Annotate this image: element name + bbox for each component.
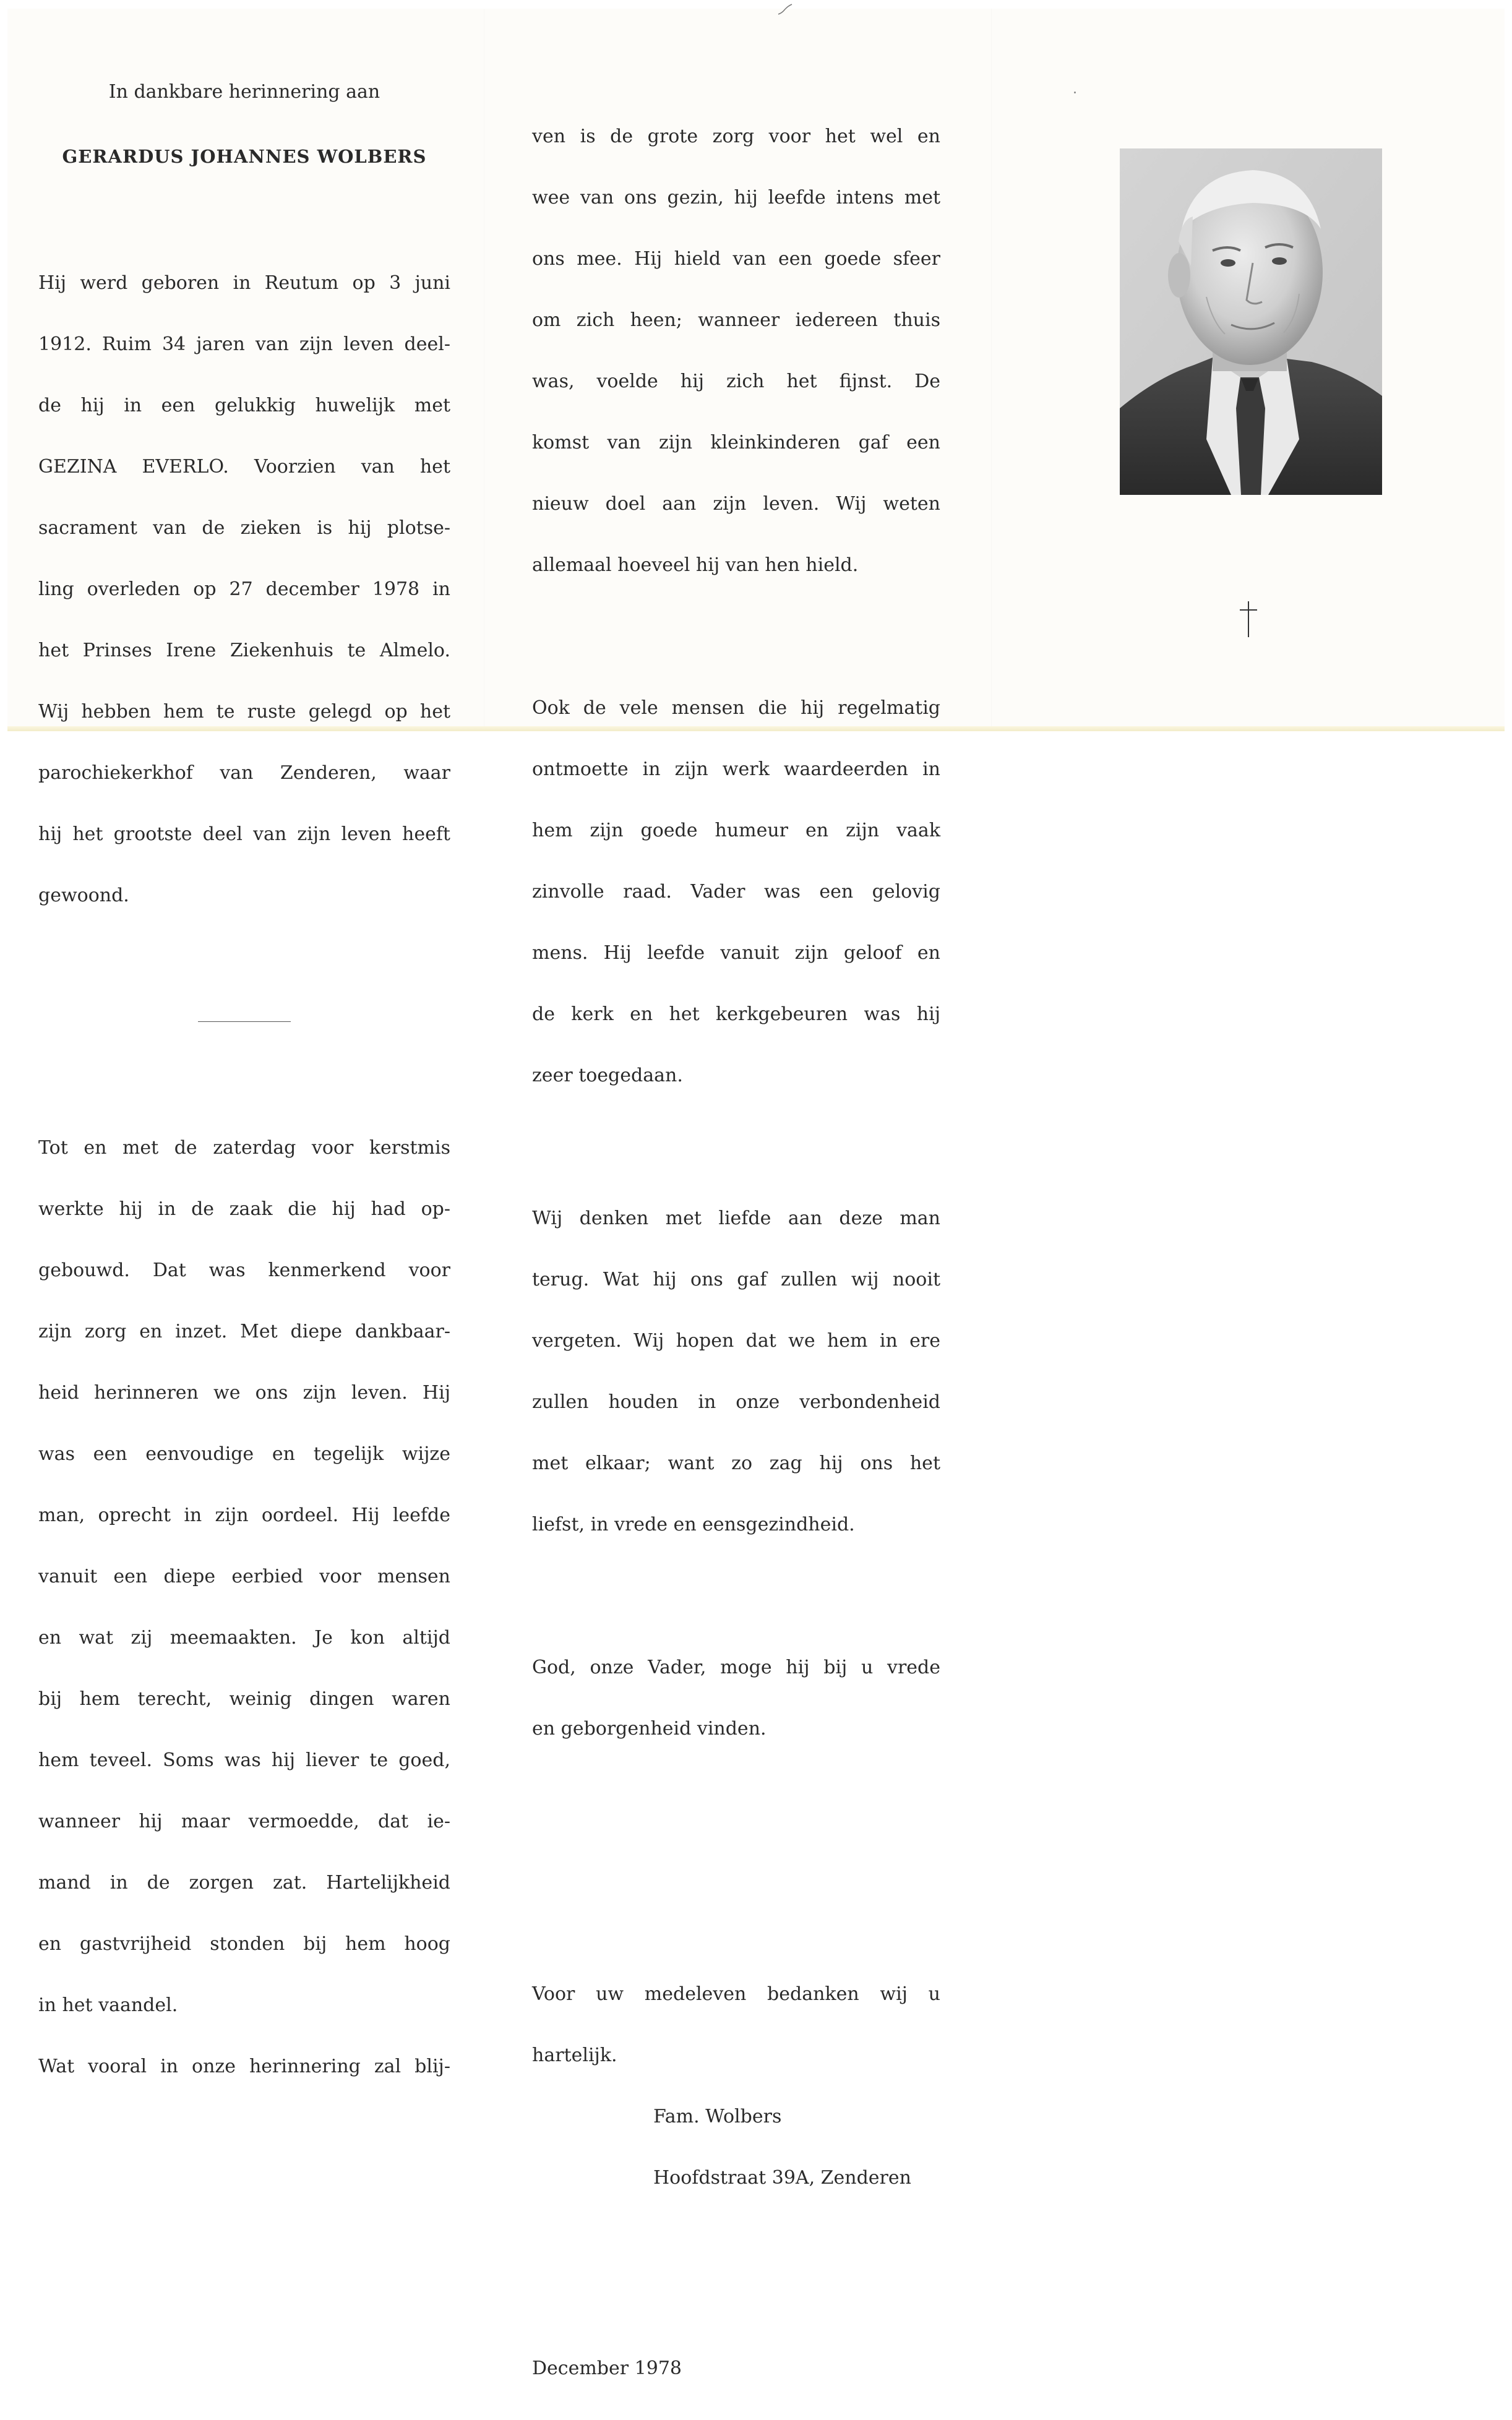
left-text-column: [38, 41, 450, 2158]
thanks-line: Voor uw medeleven bedanken wij u: [532, 1983, 940, 2005]
card-date: December 1978: [532, 2358, 682, 2379]
text-line: allemaal hoeveel hij van hen hield.: [532, 554, 859, 576]
text-line: werkte hij in de zaak die hij had op-: [38, 1198, 450, 1220]
thanks-section: [532, 1943, 940, 2229]
signature-address: Hoofdstraat 39A, Zenderen: [653, 2167, 911, 2189]
text-line: wanneer hij maar vermoedde, dat ie-: [38, 1811, 450, 1832]
text-line: komst van zijn kleinkinderen gaf een: [532, 432, 940, 453]
text-line: Tot en met de zaterdag voor kerstmis: [38, 1137, 450, 1159]
spacer: [532, 2290, 940, 2317]
remembrance-paragraph: [532, 1167, 940, 1576]
text-line: gebouwd. Dat was kenmerkend voor: [38, 1259, 450, 1281]
paper-speck: [1074, 92, 1076, 93]
text-line: de kerk en het kerkgebeuren was hij: [532, 1003, 940, 1025]
card-fold-right: [991, 9, 992, 731]
text-line: de hij in een gelukkig huwelijk met: [38, 395, 450, 416]
text-line: terug. Wat hij ons gaf zullen wij nooit: [532, 1269, 940, 1290]
family-paragraph: [532, 85, 940, 616]
text-line: was, voelde hij zich het fijnst. De: [532, 371, 940, 392]
text-line: zeer toegedaan.: [532, 1065, 683, 1086]
deceased-name: GERARDUS JOHANNES WOLBERS: [62, 146, 427, 167]
character-paragraph: [38, 1097, 450, 2118]
text-line: ons mee. Hij hield van een goede sfeer: [532, 248, 940, 270]
text-line: parochiekerkhof van Zenderen, waar: [38, 762, 450, 784]
text-line: Hij werd geboren in Reutum op 3 juni: [38, 272, 450, 294]
text-line: nieuw doel aan zijn leven. Wij weten: [532, 493, 940, 515]
dedication-heading: In dankbare herinnering aan: [108, 81, 380, 103]
text-line: zullen houden in onze verbondenheid: [532, 1391, 940, 1413]
text-line: GEZINA EVERLO. Voorzien van het: [38, 456, 450, 478]
text-line: Wij hebben hem te ruste gelegd op het: [38, 701, 450, 723]
text-line: mens. Hij leefde vanuit zijn geloof en: [532, 942, 940, 964]
text-line: God, onze Vader, moge hij bij u vrede: [532, 1657, 940, 1678]
portrait-photo: [1120, 148, 1382, 495]
text-line: met elkaar; want zo zag hij ons het: [532, 1452, 940, 1474]
thanks-line: hartelijk.: [532, 2045, 617, 2066]
text-line: en wat zij meemaakten. Je kon altijd: [38, 1627, 450, 1649]
text-line: Wat vooral in onze herinnering zal blij-: [38, 2056, 450, 2077]
text-line: om zich heen; wanneer iedereen thuis: [532, 309, 940, 331]
text-line: ontmoette in zijn werk waardeerden in: [532, 758, 940, 780]
text-line: 1912. Ruim 34 jaren van zijn leven deel-: [38, 333, 450, 355]
text-line: liefst, in vrede en eensgezindheid.: [532, 1514, 855, 1535]
text-line: in het vaandel.: [38, 1994, 178, 2016]
text-line: vanuit een diepe eerbied voor mensen: [38, 1566, 450, 1587]
text-line: hem teveel. Soms was hij liever te goed,: [38, 1749, 450, 1771]
right-text-column: [532, 45, 940, 2419]
text-line: vergeten. Wij hopen dat we hem in ere: [532, 1330, 940, 1352]
text-line: wee van ons gezin, hij leefde intens met: [532, 187, 940, 208]
text-line: man, oprecht in zijn oordeel. Hij leefde: [38, 1504, 450, 1526]
text-line: het Prinses Irene Ziekenhuis te Almelo.: [38, 640, 450, 661]
text-line: gewoond.: [38, 885, 129, 906]
text-line: bij hem terecht, weinig dingen waren: [38, 1688, 450, 1710]
text-line: Wij denken met liefde aan deze man: [532, 1208, 940, 1229]
signature-name: Fam. Wolbers: [653, 2106, 782, 2127]
text-line: en geborgenheid vinden.: [532, 1718, 767, 1740]
text-line: heid herinneren we ons zijn leven. Hij: [38, 1382, 450, 1404]
spacer: [532, 1841, 940, 1882]
work-paragraph: [532, 657, 940, 1126]
text-line: was een eenvoudige en tegelijk wijze: [38, 1443, 450, 1465]
text-line: zinvolle raad. Vader was een gelovig: [532, 881, 940, 903]
text-line: ling overleden op 27 december 1978 in: [38, 578, 450, 600]
prayer-paragraph: [532, 1616, 940, 1780]
text-line: hij het grootste deel van zijn leven heeft: [38, 823, 450, 845]
text-line: sacrament van de zieken is hij plotse-: [38, 517, 450, 539]
text-line: mand in de zorgen zat. Hartelijkheid: [38, 1872, 450, 1894]
section-divider: [198, 1021, 291, 1022]
cross-icon: [1236, 600, 1261, 638]
text-line: en gastvrijheid stonden bij hem hoog: [38, 1933, 450, 1955]
text-line: ven is de grote zorg voor het wel en: [532, 126, 940, 147]
text-line: hem zijn goede humeur en zijn vaak: [532, 820, 940, 841]
text-line: Ook de vele mensen die hij regelmatig: [532, 697, 940, 719]
text-line: zijn zorg en inzet. Met diepe dankbaar-: [38, 1321, 450, 1342]
pencil-mark: [776, 2, 794, 16]
biography-paragraph: [38, 232, 450, 946]
card-fold-left: [484, 9, 485, 731]
